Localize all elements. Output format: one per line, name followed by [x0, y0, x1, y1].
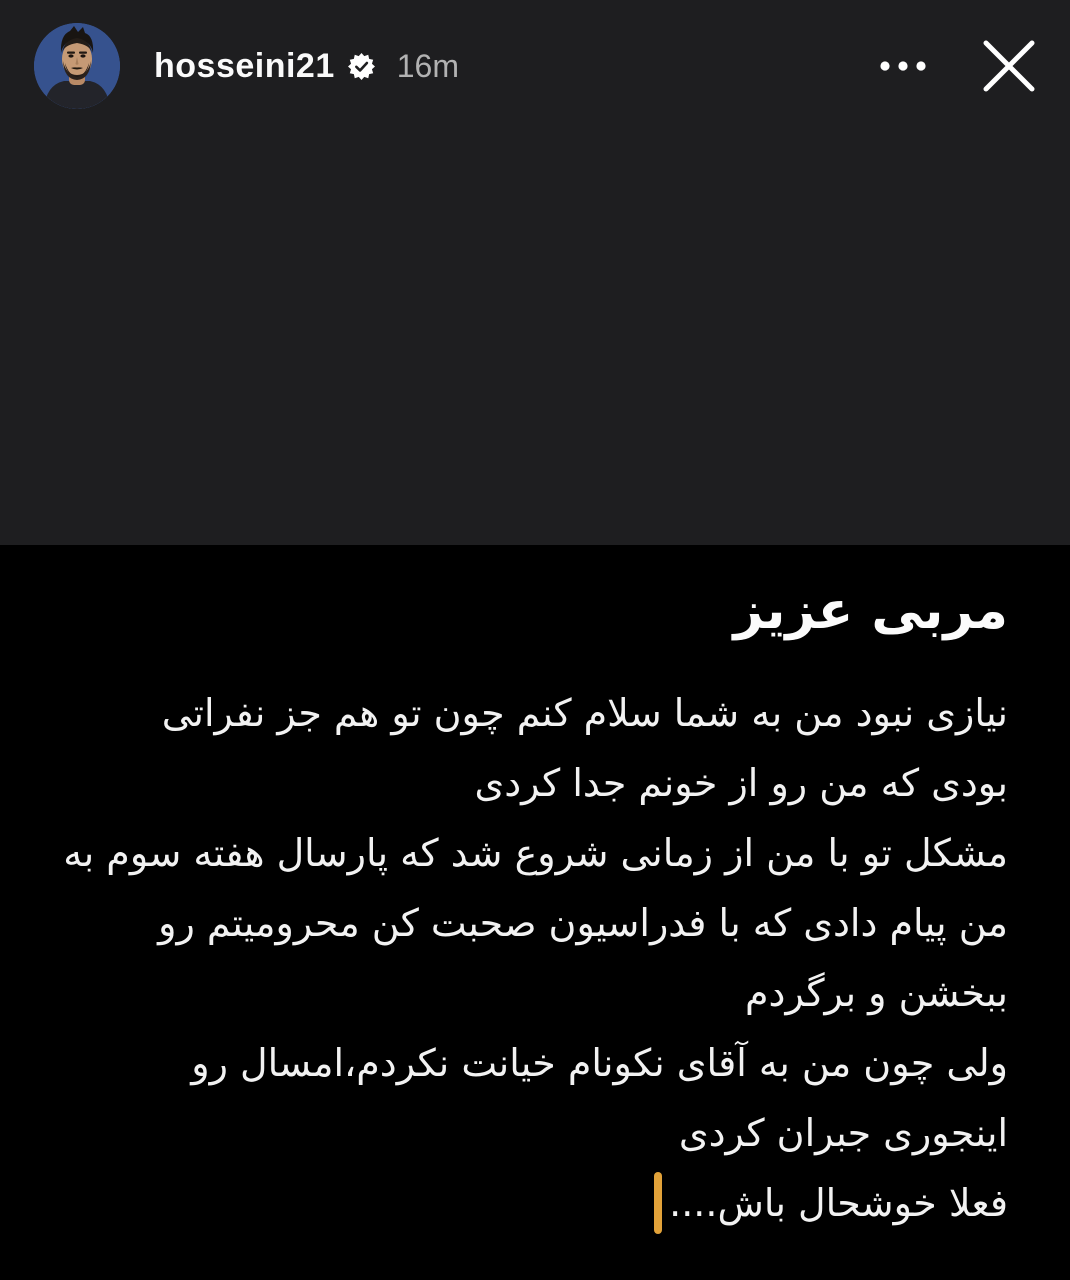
story-header [34, 22, 1040, 110]
avatar[interactable] [34, 23, 120, 109]
text-cursor [654, 1172, 662, 1234]
avatar-photo-placeholder [34, 23, 120, 109]
close-button[interactable] [978, 35, 1040, 97]
verified-badge-icon [348, 53, 375, 80]
story-text-line: بودی که من رو از خونم جدا کردی [474, 761, 1008, 805]
header-actions [880, 35, 1040, 97]
story-text-line: فعلا خوشحال باش.... [40, 1168, 1008, 1238]
story-text-line: اینجوری جبران کردی [678, 1111, 1008, 1155]
user-info [154, 47, 459, 86]
story-text-line: نیازی نبود من به شما سلام کنم چون تو هم جز نفراتی [161, 691, 1008, 735]
story-text-line: ولی چون من به آقای نکونام خیانت نکردم،امسال رو [191, 1041, 1008, 1085]
story-text-line: ببخشن و برگردم [745, 971, 1008, 1015]
three-dots-icon [880, 54, 926, 78]
story-text-overlay [40, 572, 1008, 1238]
story-timestamp: 16m [396, 47, 459, 84]
story-title: مربی عزیز [733, 581, 1008, 641]
username[interactable]: hosseini21 [154, 46, 335, 85]
story-text-line: مشکل تو با من از زمانی شروع شد که پارسال هفته سوم به [63, 831, 1008, 875]
x-close-icon [978, 35, 1040, 97]
more-options-button[interactable] [880, 54, 926, 78]
story-text-line: من پیام دادی که با فدراسیون صحبت کن محرومیتم رو [158, 901, 1008, 945]
